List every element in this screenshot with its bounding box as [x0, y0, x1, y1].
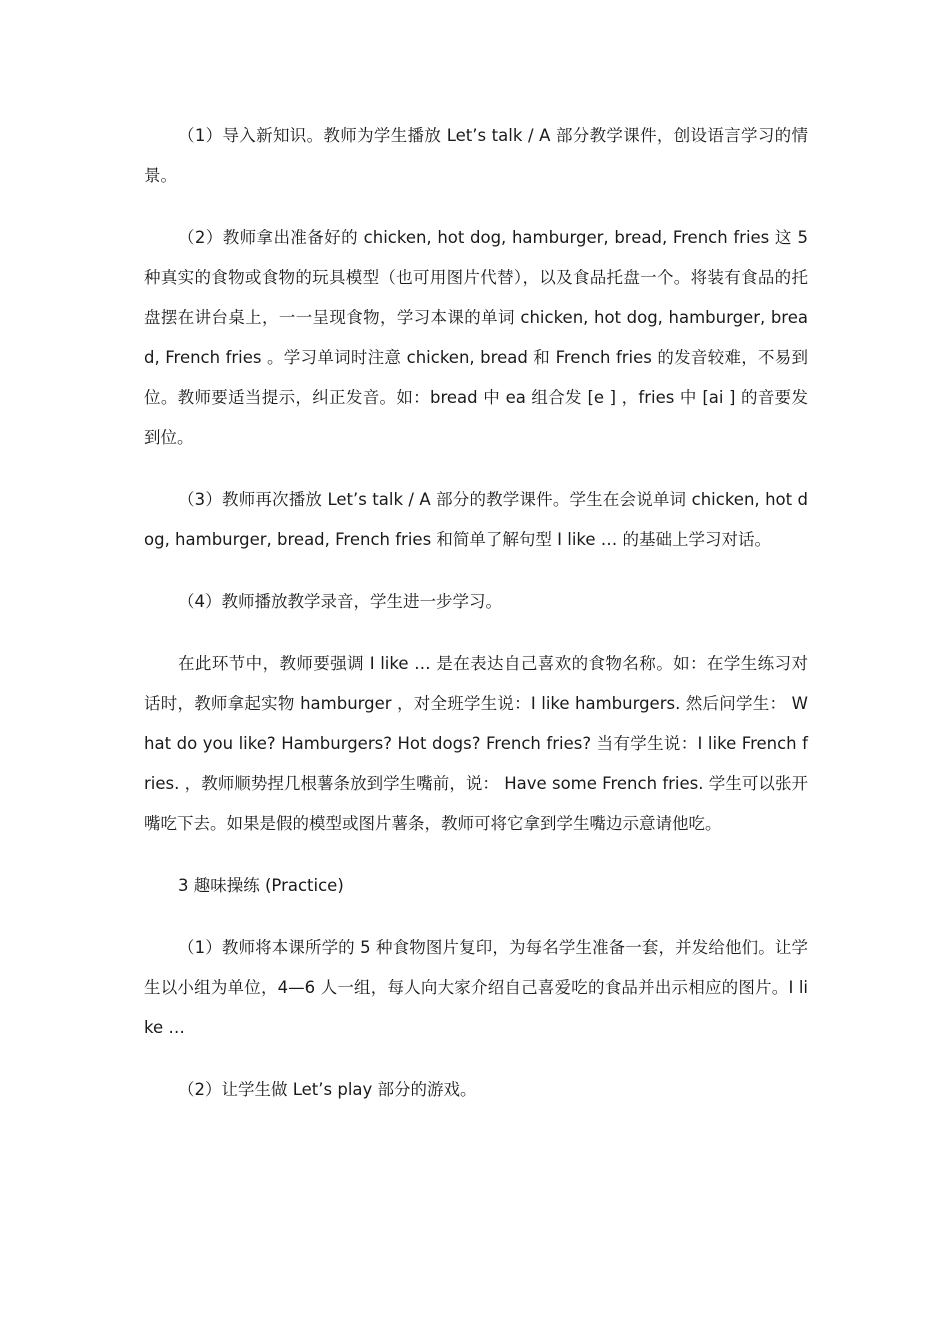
paragraph-play-recording: （4）教师播放教学录音，学生进一步学习。 [178, 592, 502, 611]
paragraph-emphasis-i-like: 在此环节中，教师要强调 I like … 是在表达自己喜欢的食物名称。如：在学生练习对话时，教师拿起实物 hamburger ，对全班学生说：I like hamburgers. 然后问学生： What do you like? Hamburgers? Hot dogs? French fries? 当有学生说：I like French fries. ，教师顺势捏几根薯条放到学生嘴前，说： Have some French fries. 学生可以张开嘴吃下去。如果是假的模型或图片薯条，教师可将它拿到学生嘴边示意请他吃。 [144, 654, 808, 833]
paragraph-picture-copies: （1）教师将本课所学的 5 种食物图片复印，为每名学生准备一套，并发给他们。让学生以小组为单位，4—6 人一组，每人向大家介绍自己喜爱吃的食品并出示相应的图片。I like … [144, 938, 808, 1037]
paragraph-replay-courseware: （3）教师再次播放 Let’s talk / A 部分的教学课件。学生在会说单词 chicken, hot dog, hamburger, bread, French fries 和简单了解句型 I like … 的基础上学习对话。 [144, 490, 808, 549]
paragraph-intro-knowledge: （1）导入新知识。教师为学生播放 Let’s talk / A 部分教学课件，创设语言学习的情景。 [144, 126, 808, 185]
paragraph-food-vocabulary: （2）教师拿出准备好的 chicken, hot dog, hamburger, bread, French fries 这 5 种真实的食物或食物的玩具模型（也可用图片代替），以及食品托盘一个。将装有食品的托盘摆在讲台桌上，一一呈现食物，学习本课的单词 chicken, hot dog, hamburger, bread, French fries 。学习单词时注意 chicken, bread 和 French fries 的发音较难，不易到位。教师要适当提示，纠正发音。如：bread 中 ea 组合发 [e ] ，fries 中 [ai ] 的音要发到位。 [144, 228, 808, 447]
section-heading-practice: 3 趣味操练 (Practice) [178, 876, 344, 895]
paragraph-lets-play: （2）让学生做 Let’s play 部分的游戏。 [178, 1080, 477, 1099]
document-body [144, 116, 808, 1132]
